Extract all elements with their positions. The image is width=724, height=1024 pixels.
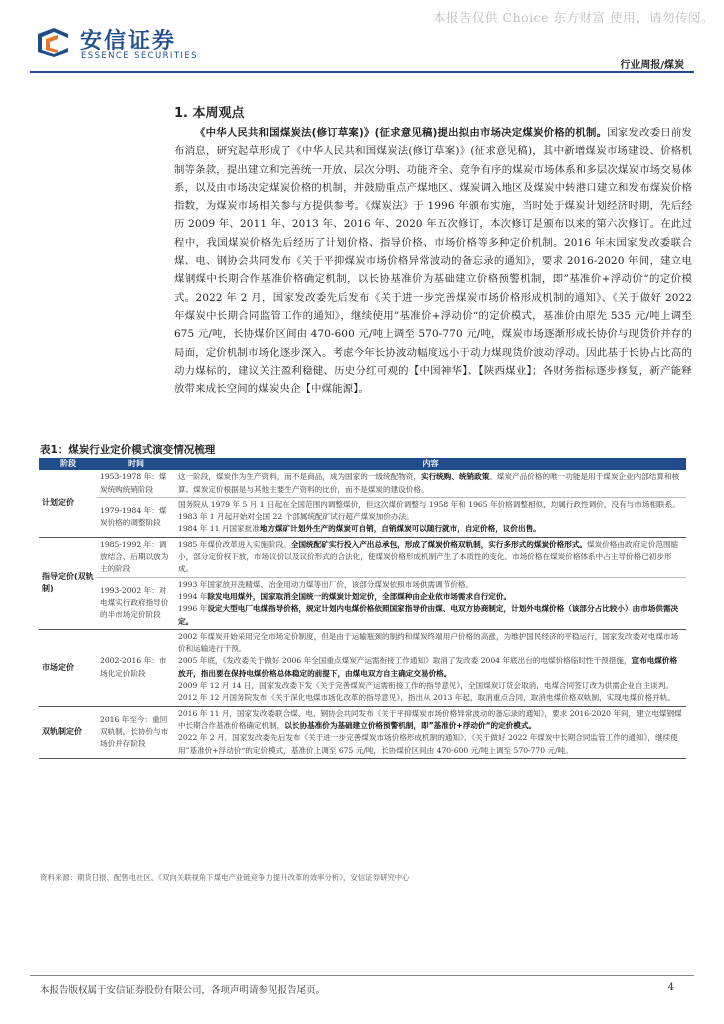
content-text: 2009 年 12 月 14 日，国家发改委下发《关于完善煤炭产运需衔接工作的指导意见》，全国煤炭订货会取消，电煤合同签订改为供需企业自主谈判。 — [178, 681, 673, 691]
content-emphasis: 全国统配矿实行投入产出总承包，形成了煤炭价格双轨制，实行多形式的煤炭价格形式。 — [290, 539, 588, 549]
footer-divider — [30, 975, 694, 976]
brand-name-en: ESSENCE SECURITIES — [81, 51, 198, 61]
table-row — [39, 537, 686, 577]
content-emphasis: 实行统购、统销政策 — [421, 472, 490, 482]
footer-disclaimer: 本报告版权属于安信证券股份有限公司，各项声明请参见报告尾页。 — [40, 985, 326, 996]
section-paragraph — [174, 124, 692, 398]
content-text: 2005 年底，《发改委关于做好 2006 年全国重点煤炭产运需衔接工作通知》取消了发改委 2004 年底出台的电煤价格临时性干预措施， — [178, 656, 632, 666]
stage-cell: 双轨制定价 — [39, 706, 97, 758]
time-cell: 2002-2016 年：市场化定价阶段 — [97, 629, 175, 706]
content-text: 这一阶段，煤炭作为生产资料，而不是商品，成为国家的一级统配物资， — [178, 472, 421, 482]
content-line — [178, 708, 683, 733]
essence-securities-logo-icon — [34, 26, 72, 58]
page-number: 4 — [667, 982, 674, 993]
time-cell: 1985-1992 年：调放结合、后期以放为主的阶段 — [97, 537, 175, 577]
content-cell — [175, 577, 686, 629]
content-line — [178, 631, 683, 656]
stage-cell: 市场定价 — [39, 629, 97, 706]
table-header-stage: 阶段 — [39, 458, 97, 470]
content-line — [178, 680, 683, 692]
watermark: 本报告仅供 Choice 东方财富 使用，请勿传阅。 — [433, 10, 714, 25]
table-row — [39, 497, 686, 537]
content-emphasis: 以长协基准价为基础建立价格预警机制，即”基准价+浮动价“的定价模式。 — [284, 720, 537, 730]
stage-cell: 计划定价 — [39, 470, 97, 537]
table-header-content: 内容 — [175, 458, 686, 470]
content-text: 2012 年 12 月国务院发布《关于深化电煤市场化改革的指导意见》，指出从 2013 年起，取消重点合同，取消电煤价格双轨制，实现电煤价格并轨。 — [178, 693, 676, 703]
content-text: 2022 年 2 月，国家发改委先后发布《关于进一步完善煤炭市场价格形成机制的通知》、《关于做好 2022 年煤炭中长期合同监管工作的通知》，继续使用”基准价+浮动价“的定价模式，基准价上调至 675 元/吨，长协煤价区间由 470-600 元/吨上调至 570-770 元/吨。 — [178, 733, 678, 755]
table-header-time: 时间 — [97, 458, 175, 470]
content-text: 1996 年 — [178, 604, 208, 614]
content-line — [178, 603, 683, 628]
content-text: 1985 年煤价改革进入实施阶段。 — [178, 539, 291, 549]
content-line — [178, 471, 683, 496]
content-text: 2016 年 11 月，国家发改委联合煤、电、钢协会共同发布《关于平抑煤炭市场价格异常波动的备忘录的通知》，要求 2016-2020 年间，建立电煤钢煤中长期合作基准价格确定机制， — [178, 708, 682, 730]
brand-name-cn: 安信证券 — [80, 29, 177, 54]
content-cell — [175, 470, 686, 497]
content-text: 1984 年 11 月国家批准 — [178, 524, 260, 534]
content-line — [178, 692, 683, 704]
table-source: 资料来源：期货日报、配售电社区、《双向关联视角下煤电产业链竞争力提升改革的效率分析》，安信证券研究中心 — [40, 873, 410, 882]
table-header-row — [39, 458, 686, 470]
report-type: 行业周报/煤炭 — [620, 60, 684, 71]
pricing-model-table — [39, 458, 686, 759]
paragraph-lead-bold: 《中华人民共和国煤炭法(修订草案)》(征求意见稿)提出拟由市场决定煤炭价格的机制。 — [195, 127, 608, 139]
time-cell: 1993-2002 年：对电煤实行政府指导价的半市场定价阶段 — [97, 577, 175, 629]
content-cell — [175, 706, 686, 758]
content-cell — [175, 629, 686, 706]
table-row — [39, 706, 686, 758]
content-line — [178, 539, 683, 576]
content-emphasis: 宣布电煤价格放开，指出要在保持电煤价格总体稳定的前提下，由煤电双方自主确定交易价格。 — [178, 656, 678, 678]
table-caption: 表1：煤炭行业定价模式演变情况梳理 — [40, 444, 216, 456]
content-emphasis: 设定大型电厂电煤指导价格，规定计划内电煤价格依照国家指导价由煤、电双方协商制定，计划外电煤价格（该部分占比较小）由市场供需决定。 — [178, 604, 679, 626]
stage-cell: 指导定价(双轨制) — [39, 537, 97, 629]
paragraph-text: 国家发改委日前发布消息，研究起草形成了《中华人民共和国煤炭法(修订草案)》(征求意见稿)，其中新增煤炭市场建设、价格机制等条款，提出建立和完善统一开放、层次分明、功能齐全、竞争有序的煤炭市场体系和多层次煤炭市场交易体系，以及由市场决定煤炭价格的机制，并鼓励重点产煤地区、煤炭调入地区及煤炭中转港口建立和发布煤炭价格指数，为煤炭市场相关参与方提供参考。《煤炭法》于 1996 年颁布实施，当时处于煤炭计划经济时期，先后经历 2009 年、2011 年、2013 年、2016 年、2020 年五次修订，本次修订是颁布以来的第六次修订。在此过程中，我国煤炭价格先后经历了计划价格、指导价格、市场价格等多种定价机制。2016 年末国家发改委联合煤、电、钢协会共同发布《关于平抑煤炭市场价格异常波动的备忘录的通知》，要求 2016-2020 年间，建立电煤钢煤中长期合作基准价格确定机制，以长协基准价为基础建立价格预警机制，即”基准价+浮动价“的定价模式。2022 年 2 月，国家发改委先后发布《关于进一步完善煤炭市场价格形成机制的通知》、《关于做好 2022 年煤炭中长期合同监管工作的通知》，继续使用”基准价+浮动价“的定价模式，基准价由原先 535 元/吨上调至 675 元/吨，长协煤价区间由 470-600 元/吨上调至 570-770 元/吨，煤炭市场逐渐形成长协价与现货价并存的局面，定价机制市场化逐步深入。考虑今年长协波动幅度远小于动力煤现货价波动浮动。因此基于长协占比高的动力煤标的，建议关注盈利稳健、历史分红可观的【中国神华】、【陕西煤业】；各财务指标逐步修复，新产能释放带来成长空间的煤炭央企【中煤能源】。 — [174, 127, 692, 396]
content-text: 煤炭价格由政府定价范围缩小，部分定价权下放，市场议价以及议价形式的合法化，使煤炭价格形成机制产生了本质性的变化。市场价格在煤炭价格体系中占主导价格已初步形成。 — [178, 539, 679, 574]
table-row — [39, 577, 686, 629]
content-text: 国务院从 1979 年 5 月 1 日起在全国范围内调整煤价，但这次煤价调整与 1958 年和 1965 年价格调整相似，均属行政性调价，没有与市场相联系。 — [178, 499, 680, 509]
time-cell: 1953-1978 年：煤炭统购统销阶段 — [97, 470, 175, 497]
section-title: 1. 本周观点 — [174, 106, 245, 121]
content-line — [178, 511, 683, 523]
content-text: 。煤炭产品价格的唯一功能是用于煤炭企业内部结算和核算。煤炭定价根据是与其他主要生产资料的比价，而不是煤炭的建设价格。 — [178, 472, 680, 494]
content-text: 1983 年 1 月起开始对全国 22 个部属统配矿试行超产煤炭加价办法。 — [178, 512, 414, 522]
content-text: 2002 年煤炭开始采用完全市场定价制度，但是由于运输瓶颈的制约和煤炭终端用户价格的高涨，为维护国民经济的平稳运行，国家发改委对电煤市场价和运输进行干预。 — [178, 631, 679, 654]
content-emphasis: 地方煤矿计划外生产的煤炭可自销，自销煤炭可以随行就市，自定价格，议价出售。 — [259, 524, 541, 534]
content-line — [178, 732, 683, 757]
content-line — [178, 591, 683, 603]
content-emphasis: 除发电用煤外，国家取消全国统一的煤炭计划定价，全部煤种由企业依市场需求自行定价。 — [207, 591, 512, 601]
time-cell: 1979-1984 年：煤炭价格的调整阶段 — [97, 497, 175, 537]
content-line — [178, 579, 683, 591]
table-row — [39, 470, 686, 497]
content-cell — [175, 497, 686, 537]
table-row — [39, 629, 686, 706]
content-text: 1994 年 — [178, 591, 208, 601]
content-text: 1993 年国家放开洗精煤、冶金用动力煤等出厂价，该部分煤炭依照市场供需调节价格。 — [178, 579, 474, 589]
content-cell — [175, 537, 686, 577]
header-divider — [30, 71, 694, 73]
content-line — [178, 655, 683, 680]
content-line — [178, 523, 683, 535]
content-line — [178, 499, 683, 511]
time-cell: 2016 年至今：重回双轨制，长协价与市场价并存阶段 — [97, 706, 175, 758]
